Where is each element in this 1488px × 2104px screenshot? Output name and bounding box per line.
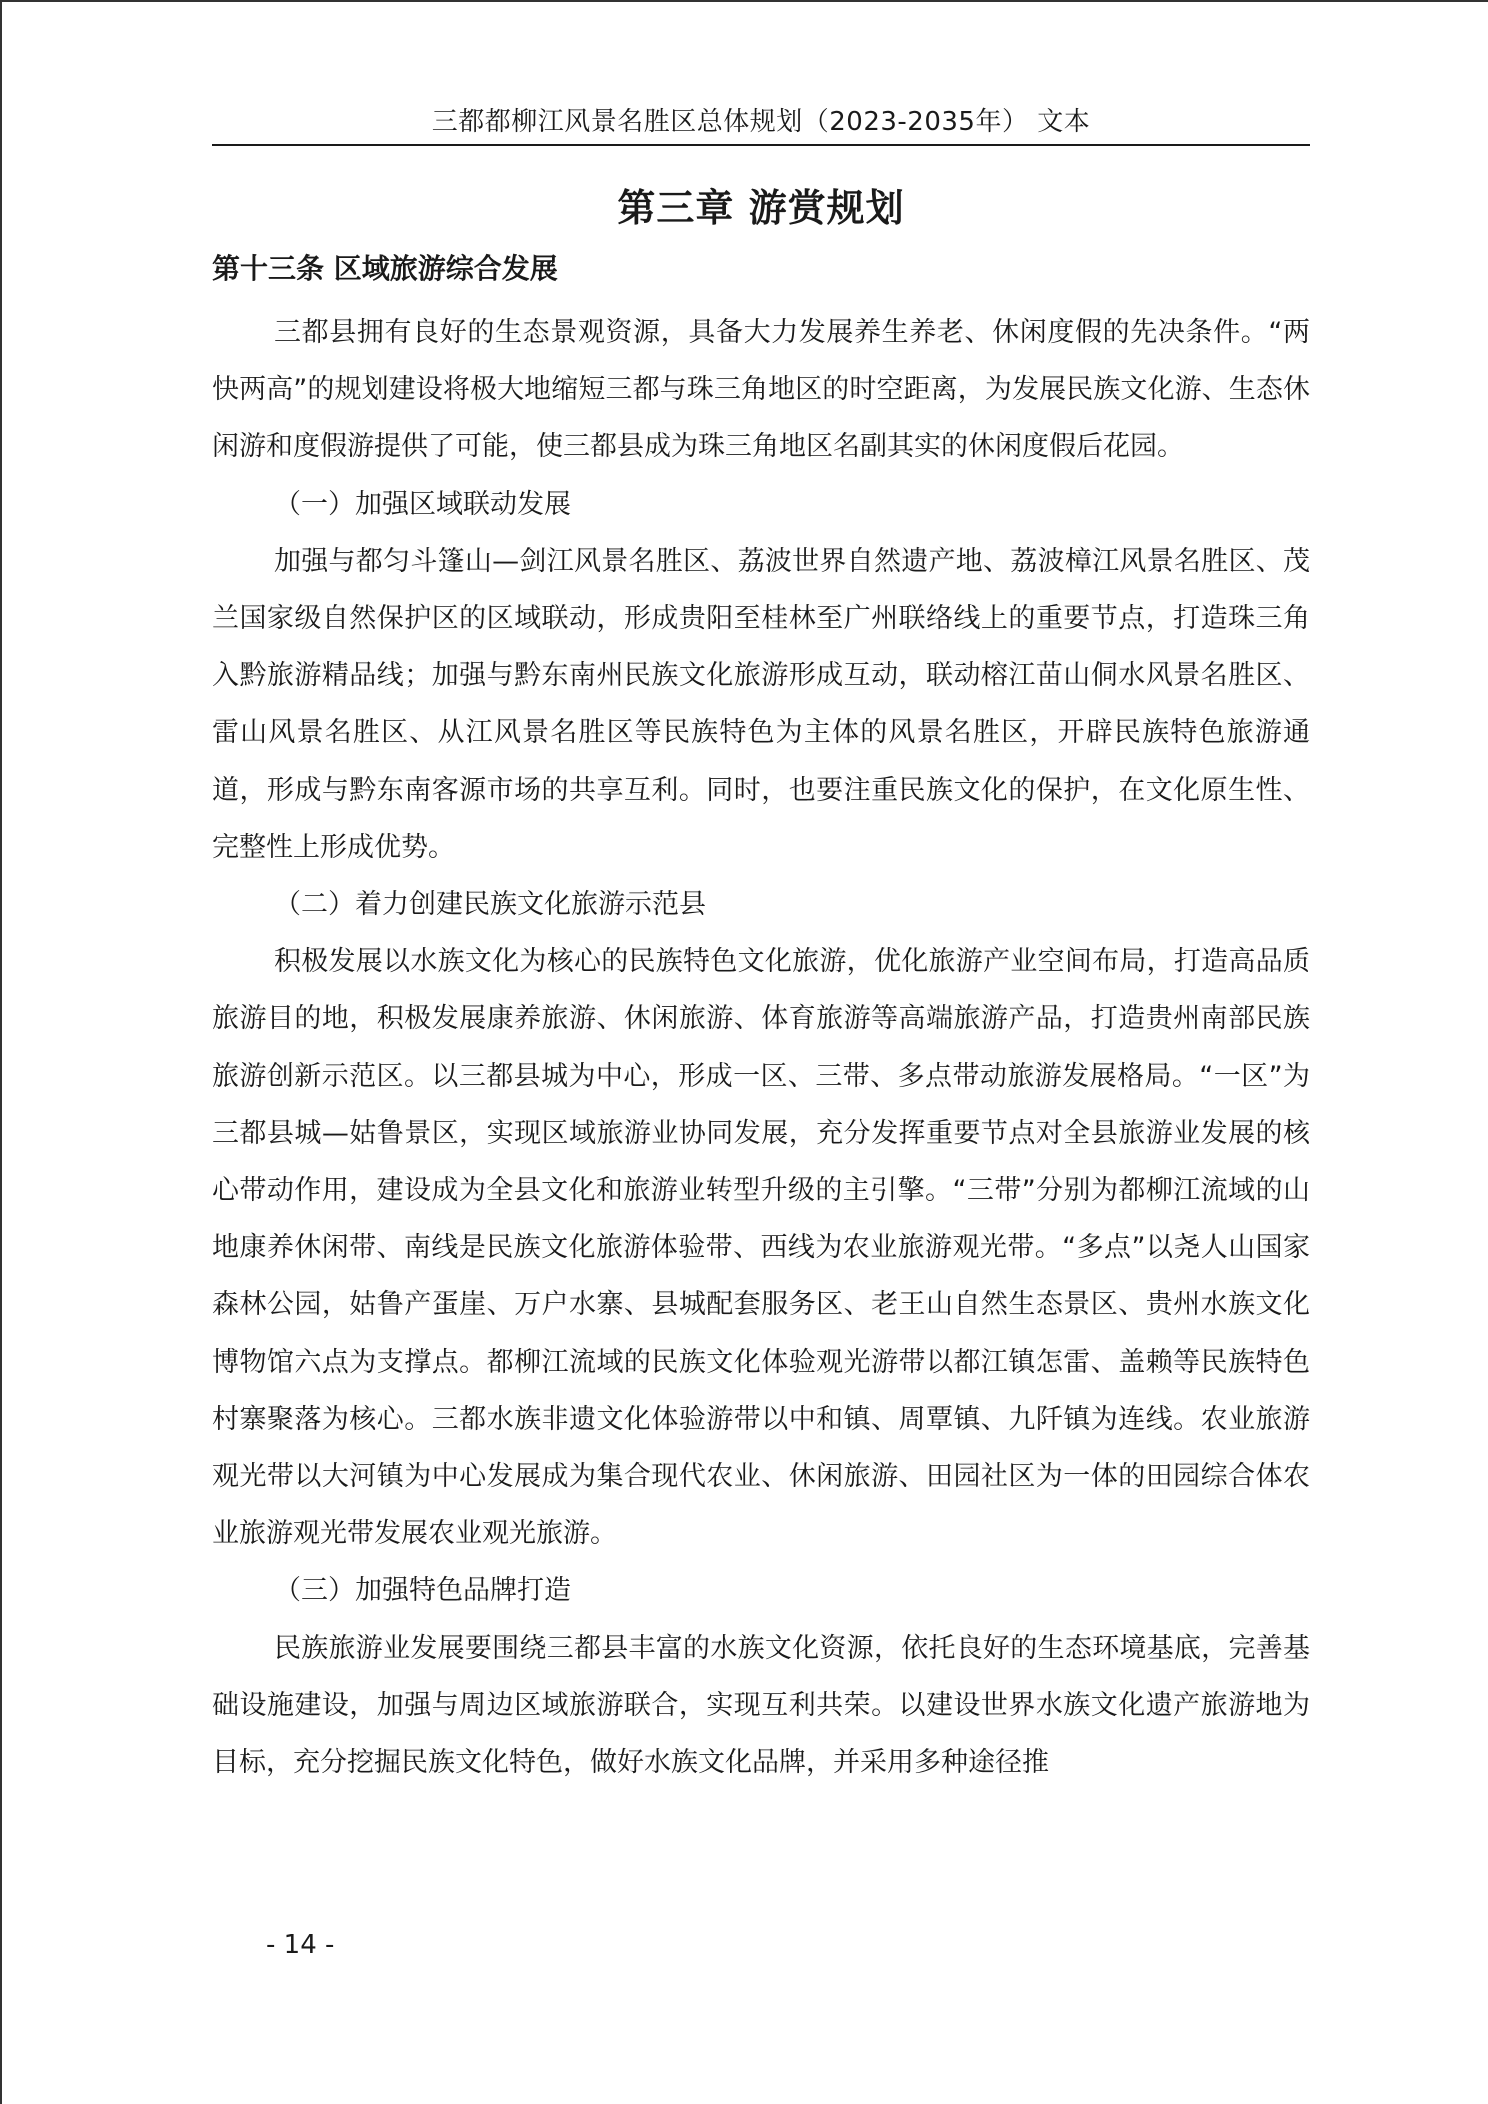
paragraph-demonstration-county: 积极发展以水族文化为核心的民族特色文化旅游，优化旅游产业空间布局，打造高品质旅游目的地，积极发展康养旅游、休闲旅游、体育旅游等高端旅游产品，打造贵州南部民族旅游创新示范区。以三都县城为中心，形成一区、三带、多点带动旅游发展格局。“一区”为三都县城—姑鲁景区，实现区域旅游业协同发展，充分发挥重要节点对全县旅游业发展的核心带动作用，建设成为全县文化和旅游业转型升级的主引擎。“三带”分别为都柳江流域的山地康养休闲带、南线是民族文化旅游体验带、西线为农业旅游观光带。“多点”以尧人山国家森林公园，姑鲁产蛋崖、万户水寨、县城配套服务区、老王山自然生态景区、贵州水族文化博物馆六点为支撑点。都柳江流域的民族文化体验观光游带以都江镇怎雷、盖赖等民族特色村寨聚落为核心。三都水族非遗文化体验游带以中和镇、周覃镇、九阡镇为连线。农业旅游观光带以大河镇为中心发展成为集合现代农业、休闲旅游、田园社区为一体的田园综合体农业旅游观光带发展农业观光旅游。 <box>212 946 1310 1550</box>
header-divider <box>212 144 1310 146</box>
page-left-border <box>0 0 2 2104</box>
page-top-border <box>0 0 1488 2</box>
chapter-title: 第三章 游赏规划 <box>617 186 905 230</box>
subheading-brand-building: （三）加强特色品牌打造 <box>274 1575 571 1607</box>
paragraph-brand-building: 民族旅游业发展要围绕三都县丰富的水族文化资源，依托良好的生态环境基底，完善基础设施建设，加强与周边区域旅游联合，实现互利共荣。以建设世界水族文化遗产旅游地为目标，充分挖掘民族文化特色，做好水族文化品牌，并采用多种途径推 <box>212 1632 1310 1779</box>
body-text <box>212 304 1310 1791</box>
subheading-regional-linkage: （一）加强区域联动发展 <box>274 488 571 520</box>
paragraph-intro: 三都县拥有良好的生态景观资源，具备大力发展养生养老、休闲度假的先决条件。“两快两高”的规划建设将极大地缩短三都与珠三角地区的时空距离，为发展民族文化游、生态休闲游和度假游提供了可能，使三都县成为珠三角地区名副其实的休闲度假后花园。 <box>212 317 1310 463</box>
paragraph-regional-linkage: 加强与都匀斗篷山—剑江风景名胜区、荔波世界自然遗产地、荔波樟江风景名胜区、茂兰国家级自然保护区的区域联动，形成贵阳至桂林至广州联络线上的重要节点，打造珠三角入黔旅游精品线；加强与黔东南州民族文化旅游形成互动，联动榕江苗山侗水风景名胜区、雷山风景名胜区、从江风景名胜区等民族特色为主体的风景名胜区，开辟民族特色旅游通道，形成与黔东南客源市场的共享互利。同时，也要注重民族文化的保护，在文化原生性、完整性上形成优势。 <box>212 545 1310 863</box>
page-number: - 14 - <box>266 1930 335 1960</box>
subheading-demonstration-county: （二）着力创建民族文化旅游示范县 <box>274 889 706 921</box>
running-header: 三都都柳江风景名胜区总体规划（2023-2035年） 文本 <box>431 107 1091 137</box>
article-title: 第十三条 区域旅游综合发展 <box>212 252 558 285</box>
